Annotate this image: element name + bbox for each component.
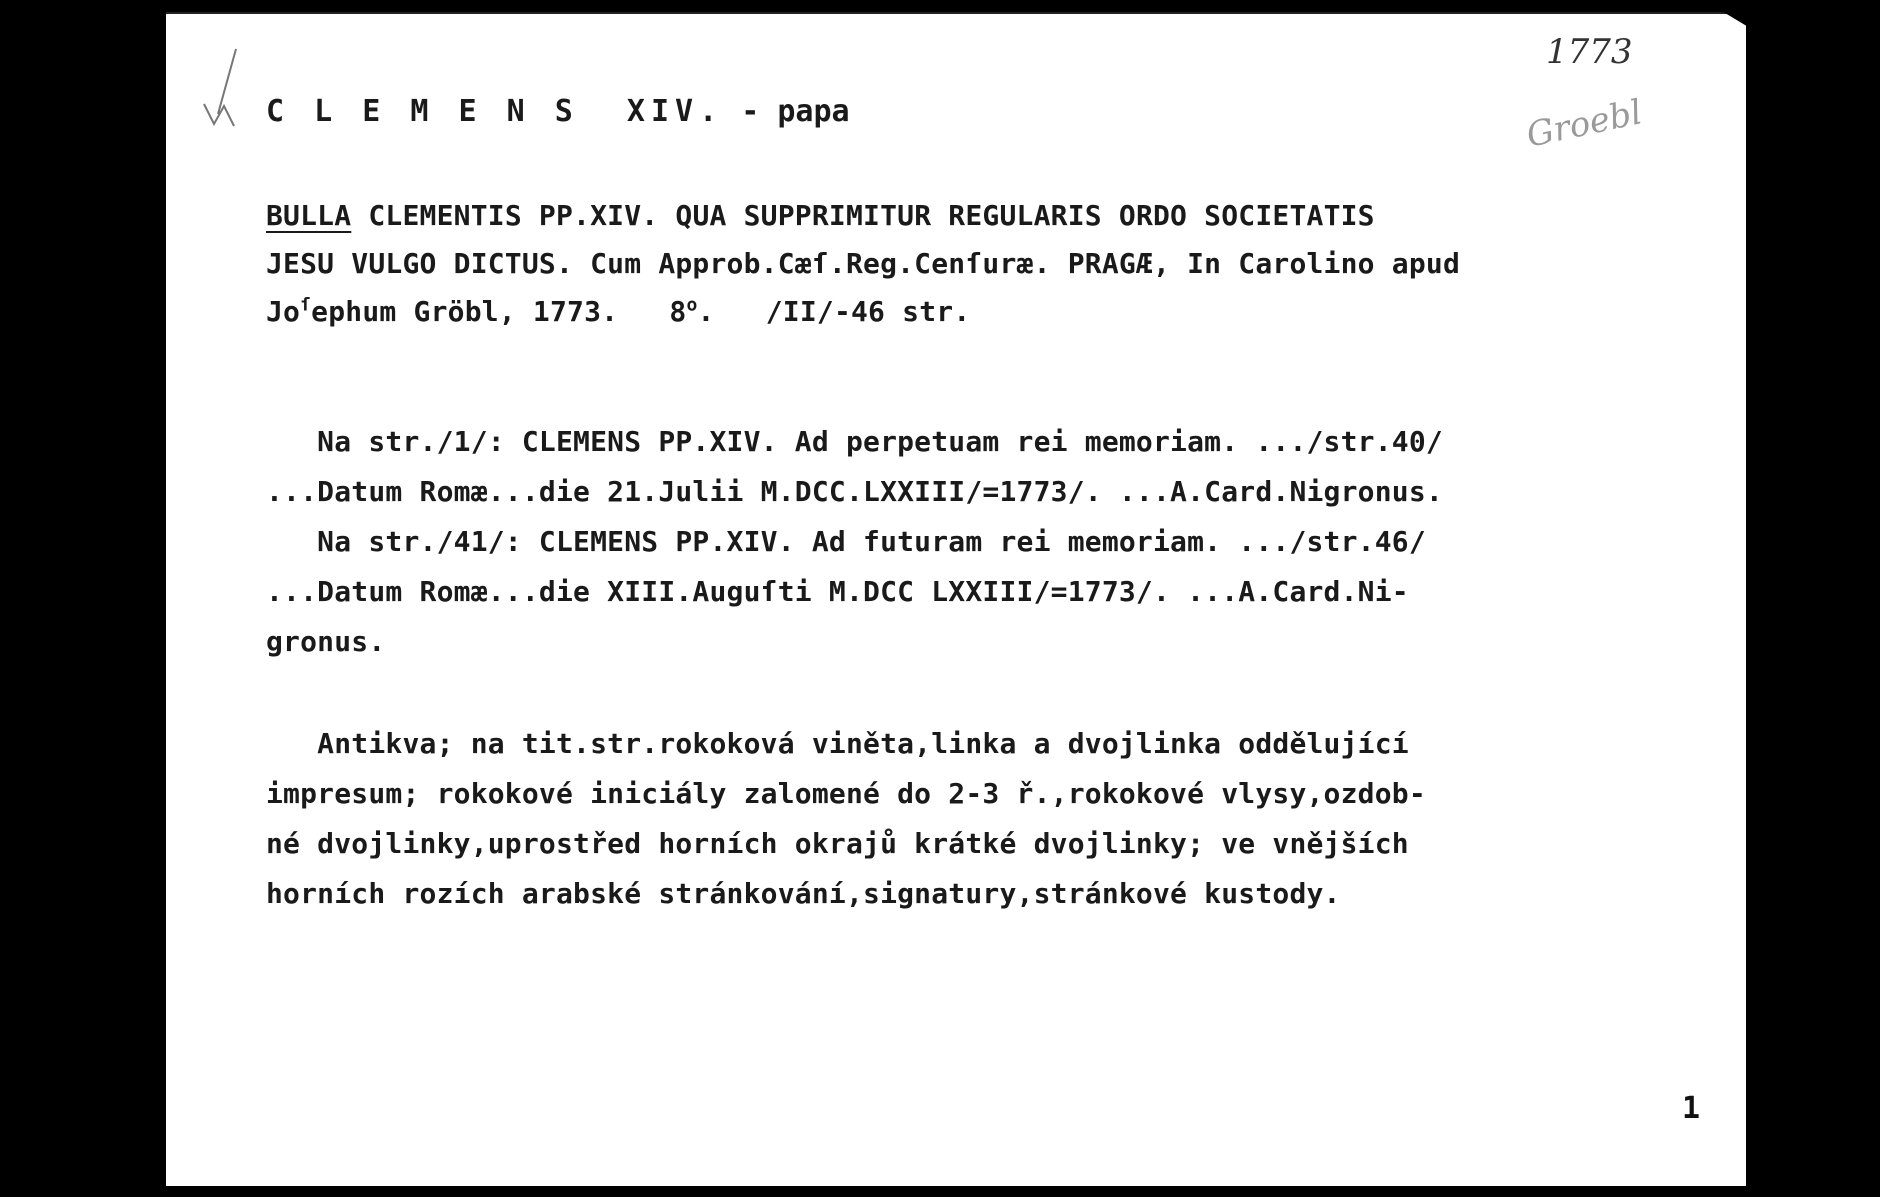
title-line-1: [266, 198, 1375, 234]
author-name: C L E M E N S XIV.: [266, 94, 724, 129]
author-role: - papa: [723, 94, 850, 129]
content-line: gronus.: [266, 625, 386, 658]
title-line-3-part-a: Jo: [266, 295, 301, 328]
description-line: né dvojlinky,uprostřed horních okrajů krátké dvojlinky; ve vnějších: [266, 827, 1409, 860]
handwritten-name: Groebl: [1523, 92, 1646, 156]
content-line: ...Datum Romæ...die 21.Julii M.DCC.LXXIII/=1773/. ...A.Card.Nigronus.: [266, 475, 1443, 508]
description-line: impresum; rokokové iniciály zalomené do 2-3 ř.,rokokové vlysy,ozdob-: [266, 777, 1426, 810]
title-line-1-rest: CLEMENTIS PP.XIV. QUA SUPPRIMITUR REGULARIS ORDO SOCIETATIS: [351, 199, 1375, 232]
title-line-3-sup: ſ: [300, 294, 312, 316]
page-number: 1: [1681, 1091, 1700, 1126]
content-line: Na str./1/: CLEMENS PP.XIV. Ad perpetuam rei memoriam. .../str.40/: [266, 425, 1443, 458]
title-first-word: BULLA: [266, 199, 352, 232]
handwritten-mark-icon: [196, 44, 256, 134]
title-line-2: JESU VULGO DICTUS. Cum Approb.Cæſ.Reg.Cenſuræ. PRAGÆ, In Carolino apud: [266, 247, 1461, 280]
content-line: Na str./41/: CLEMENS PP.XIV. Ad futuram rei memoriam. .../str.46/: [266, 525, 1426, 558]
description-line: horních rozích arabské stránkování,signatury,stránkové kustody.: [266, 877, 1341, 910]
description-line: Antikva; na tit.str.rokoková viněta,linka a dvojlinka oddělující: [266, 727, 1409, 760]
corner-fold-icon: [1720, 10, 1750, 28]
author-heading: [266, 94, 850, 130]
handwritten-year: 1773: [1546, 32, 1633, 72]
title-line-3: [266, 294, 970, 330]
format-degree: o: [686, 294, 698, 316]
title-line-3-part-c: . /II/-46 str.: [697, 295, 971, 328]
title-line-3-part-b: ephum Gröbl, 1773. 8: [311, 295, 687, 328]
content-line: ...Datum Romæ...die XIII.Auguſti M.DCC LXXIII/=1773/. ...A.Card.Ni-: [266, 575, 1409, 608]
catalog-card: [166, 12, 1746, 1186]
